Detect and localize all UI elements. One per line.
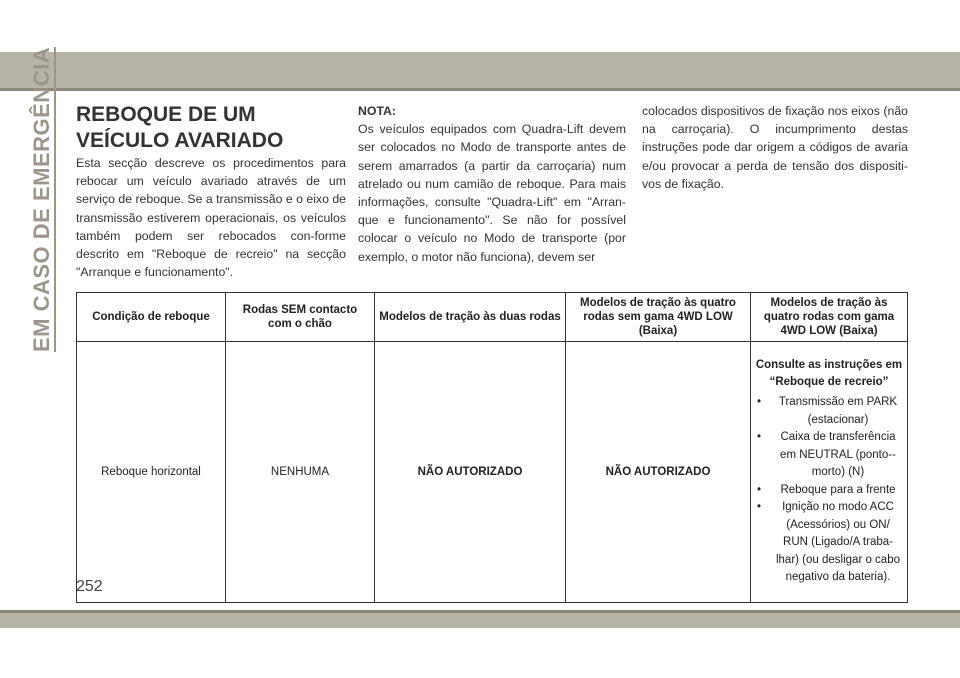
intro-paragraph: Esta secção descreve os procedimentos para rebocar um veículo avariado através de um serviço de reboque. Se a transmissão e o eixo de transmissão estiverem operacionais, os veículos também podem ser rebocados con-forme descrito em "Reboque de recreio" na secção "Arranque e funcionamento". [76, 156, 347, 280]
cell-4wd-no-low-status: NÃO AUTORIZADO [566, 342, 751, 603]
instructions-list [755, 394, 903, 587]
header-band [0, 52, 960, 88]
page-title: REBOQUE DE UM VEÍCULO AVARIADO [76, 103, 284, 152]
footer-band [0, 613, 960, 628]
header-tow-condition: Condição de reboque [77, 293, 226, 342]
table-row [77, 342, 908, 603]
section-side-label: EM CASO DE EMERGÊNCIA [29, 46, 54, 352]
header-wheels-off-ground: Rodas SEM contacto com o chão [226, 293, 375, 342]
cell-tow-condition: Reboque horizontal [77, 342, 226, 603]
table-header-row [77, 293, 908, 342]
list-item: • Caixa de transferência em NEUTRAL (ponto--morto) (N) [755, 429, 903, 482]
note-text-part1: Os veículos equipados com Quadra-Lift devem ser colocados no Modo de transporte antes de serem amarrados (a partir da carroçaria) num atrelado ou num camião de reboque. Para mais informações, consulte "Quadra-Lift" em "Arran-que e funcionamento". Se não for possível colocar o veículo no Modo de transporte (por exemplo, o motor não funciona), devem ser [358, 122, 626, 264]
header-4wd-low-models: Modelos de tração às quatro rodas com gama 4WD LOW (Baixa) [751, 293, 908, 342]
header-4wd-no-low-models: Modelos de tração às quatro rodas sem gama 4WD LOW (Baixa) [566, 293, 751, 342]
note-block [358, 102, 626, 266]
list-item: • Transmissão em PARK (estacionar) [755, 394, 903, 429]
list-item: • Ignição no modo ACC (Acessórios) ou ON/ RUN (Ligado/A traba-lhar) (ou desligar o cabo negativo da bateria). [755, 499, 903, 587]
cell-wheels-off-ground: NENHUMA [226, 342, 375, 603]
cell-4wd-low-instructions [751, 342, 908, 603]
list-item: • Reboque para a frente [755, 482, 903, 500]
note-title: NOTA: [358, 104, 397, 118]
page-number: 252 [76, 578, 103, 595]
towing-table [76, 292, 908, 603]
note-text-continued: colocados dispositivos de fixação nos eixos (não na carroçaria). O incumprimento destas instruções pode dar origem a códigos de avaria e/ou provocar a perda de tensão dos dispositi-vos de fixação. [642, 104, 908, 191]
cell-2wd-status: NÃO AUTORIZADO [375, 342, 566, 603]
header-2wd-models: Modelos de tração às duas rodas [375, 293, 566, 342]
instructions-title: Consulte as instruções em “Reboque de recreio” [755, 359, 903, 389]
header-rule [0, 88, 960, 91]
